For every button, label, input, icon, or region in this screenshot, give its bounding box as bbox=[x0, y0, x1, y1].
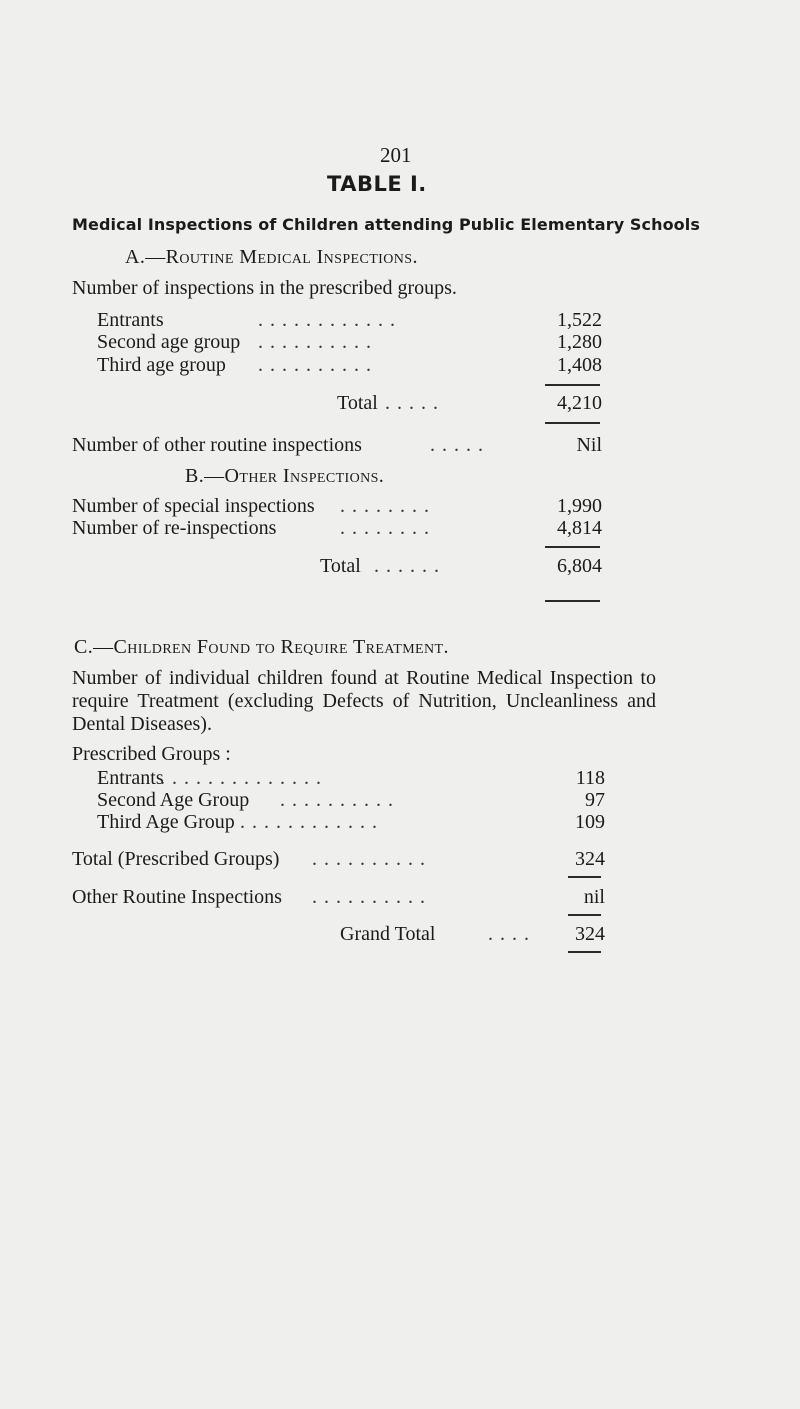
row-label: Number of special inspections bbox=[72, 495, 315, 517]
row-value: 1,408 bbox=[557, 354, 602, 376]
grand-total-label: Grand Total bbox=[340, 923, 436, 945]
groups-heading: Prescribed Groups : bbox=[72, 743, 231, 765]
row-label: Number of re-inspections bbox=[72, 517, 277, 539]
sum-rule bbox=[545, 384, 600, 386]
total-value: 6,804 bbox=[557, 555, 602, 577]
total-label: Total bbox=[337, 392, 378, 414]
leader-dots: . . . . . bbox=[385, 392, 439, 414]
row-label: Third age group bbox=[97, 354, 226, 376]
section-c-heading: C.—Children Found to Require Treatment. bbox=[74, 636, 449, 658]
sum-rule bbox=[568, 914, 601, 916]
total-label: Total bbox=[320, 555, 361, 577]
row-value: 109 bbox=[575, 811, 605, 833]
grand-total-value: 324 bbox=[575, 923, 605, 945]
row-label: Second Age Group bbox=[97, 789, 250, 811]
other-routine-label: Number of other routine inspections bbox=[72, 434, 362, 456]
section-b-heading: B.—Other Inspections. bbox=[185, 465, 385, 487]
leader-dots: . . . . . . . . bbox=[340, 517, 430, 539]
row-value: 4,814 bbox=[557, 517, 602, 539]
other-routine-c-label: Other Routine Inspections bbox=[72, 886, 282, 908]
row-label: Entrants bbox=[97, 309, 164, 331]
section-c-paragraph-text: Number of individual children found at Routine Medical Inspection to require Treatment (excluding Defects of Nutrition, Uncleanliness and Dental Diseases). bbox=[72, 667, 656, 735]
leader-dots: . . . . . . . . . . . . . . bbox=[160, 767, 322, 789]
prescribed-total-value: 324 bbox=[575, 848, 605, 870]
row-label: Second age group bbox=[97, 331, 241, 353]
leader-dots: . . . . . . . . . . bbox=[312, 848, 426, 870]
leader-dots: . . . . . . . . . . bbox=[258, 331, 372, 353]
sum-rule bbox=[545, 422, 600, 424]
table-title: TABLE I. bbox=[327, 172, 427, 196]
section-a-heading: A.—Routine Medical Inspections. bbox=[125, 246, 418, 268]
table-subtitle: Medical Inspections of Children attending Public Elementary Schools bbox=[72, 215, 700, 234]
page-number: 201 bbox=[380, 143, 412, 167]
leader-dots: . . . . . . . . . . bbox=[258, 354, 372, 376]
row-label: Third Age Group bbox=[97, 811, 235, 833]
leader-dots: . . . . bbox=[488, 923, 530, 945]
total-value: 4,210 bbox=[557, 392, 602, 414]
row-label: Entrants bbox=[97, 767, 164, 789]
leader-dots: . . . . . . bbox=[374, 555, 440, 577]
leader-dots: . . . . . . . . bbox=[340, 495, 430, 517]
prescribed-total-label: Total (Prescribed Groups) bbox=[72, 848, 280, 870]
row-value: 118 bbox=[575, 767, 605, 789]
leader-dots: . . . . . . . . . . bbox=[280, 789, 394, 811]
sum-rule bbox=[545, 600, 600, 602]
sum-rule bbox=[568, 951, 601, 953]
row-value: 1,990 bbox=[557, 495, 602, 517]
other-routine-value: Nil bbox=[576, 434, 602, 456]
sum-rule bbox=[545, 546, 600, 548]
leader-dots: . . . . . . . . . . bbox=[312, 886, 426, 908]
section-c-paragraph bbox=[72, 667, 656, 736]
leader-dots: . . . . . . . . . . . . bbox=[240, 811, 378, 833]
other-routine-c-value: nil bbox=[583, 886, 605, 908]
sum-rule bbox=[568, 876, 601, 878]
row-value: 1,522 bbox=[557, 309, 602, 331]
leader-dots: . . . . . . . . . . . . bbox=[258, 309, 396, 331]
row-value: 97 bbox=[585, 789, 605, 811]
row-value: 1,280 bbox=[557, 331, 602, 353]
section-a-intro: Number of inspections in the prescribed groups. bbox=[72, 277, 457, 299]
leader-dots: . . . . . bbox=[430, 434, 484, 456]
